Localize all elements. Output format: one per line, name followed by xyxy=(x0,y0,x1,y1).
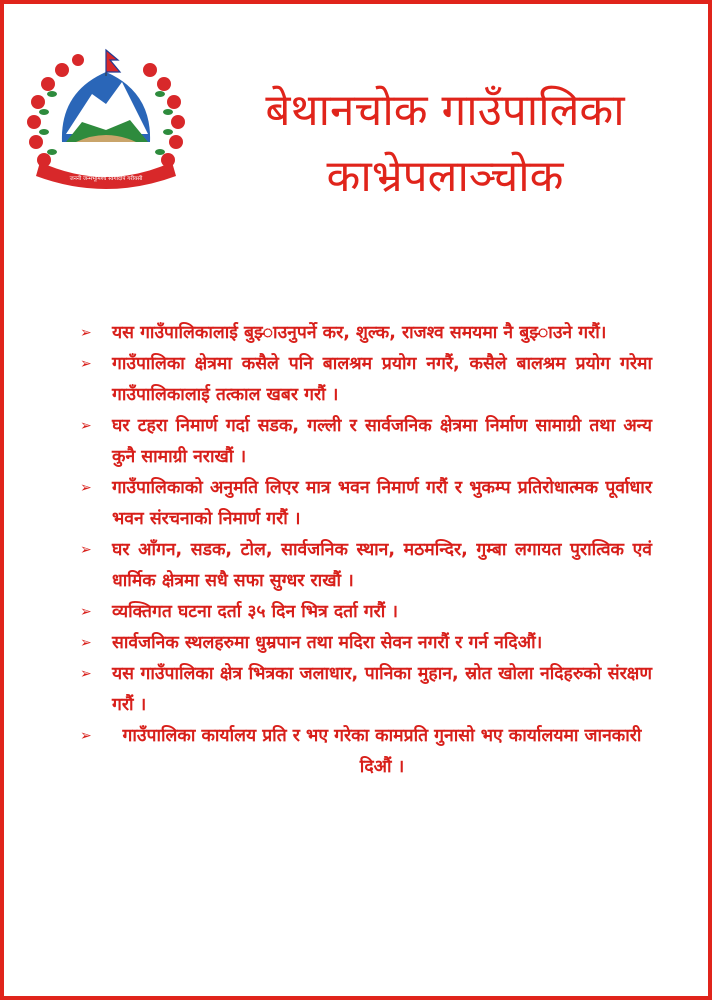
title-line-2: काभ्रेपलाञ्चोक xyxy=(326,151,564,202)
list-item xyxy=(80,721,652,783)
list-item xyxy=(80,411,652,473)
arrow-bullet-icon: ➢ xyxy=(80,480,92,496)
arrow-bullet-icon: ➢ xyxy=(80,728,92,744)
list-item xyxy=(80,473,652,535)
notice-text: व्यक्तिगत घटना दर्ता ३५ दिन भित्र दर्ता गरौं । xyxy=(112,602,399,622)
list-item xyxy=(80,318,652,349)
list-item xyxy=(80,628,652,659)
arrow-bullet-icon: ➢ xyxy=(80,604,92,620)
notice-text: सार्वजनिक स्थलहरुमा धुम्रपान तथा मदिरा सेवन नगरौं र गर्न नदिऔं। xyxy=(112,633,543,653)
notice-text: यस गाउँपालिकालाई बुझ्‍ाउनुपर्ने कर, शुल्क, राजश्व समयमा नै बुझ्‍ाउने गरौं। xyxy=(112,323,607,343)
notice-text: घर आँगन, सडक, टोल, सार्वजनिक स्थान, मठमन्दिर, गुम्बा लगायत पुरात्विक एवं धार्मिक क्षेत्रमा सधै सफा सुग्धर राखौं । xyxy=(112,540,652,591)
arrow-bullet-icon: ➢ xyxy=(80,418,92,434)
notice-text: गाउँपालिकाको अनुमति लिएर मात्र भवन निमार्ण गरौं र भुकम्प प्रतिरोधात्मक पूर्वाधार भवन संरचनाको निमार्ण गरौं । xyxy=(112,478,652,529)
list-item xyxy=(80,349,652,411)
notice-text: घर टहरा निमार्ण गर्दा सडक, गल्ली र सार्वजनिक क्षेत्रमा निर्माण सामाग्री तथा अन्य कुनै सामाग्री नराखौं । xyxy=(112,416,652,467)
notice-text: गाउँपालिका कार्यालय प्रति र भए गरेका कामप्रति गुनासो भए कार्यालयमा जानकारी दिऔं । xyxy=(122,726,642,777)
title-line-1: बेथानचोक गाउँपालिका xyxy=(265,85,625,136)
notice-text: यस गाउँपालिका क्षेत्र भित्रका जलाधार, पानिका मुहान, स्रोत खोला नदिहरुको संरक्षण गरौं । xyxy=(112,664,652,715)
list-item xyxy=(80,659,652,721)
page-title xyxy=(195,78,695,210)
list-item xyxy=(80,535,652,597)
arrow-bullet-icon: ➢ xyxy=(80,666,92,682)
list-item xyxy=(80,597,652,628)
arrow-bullet-icon: ➢ xyxy=(80,542,92,558)
arrow-bullet-icon: ➢ xyxy=(80,356,92,372)
arrow-bullet-icon: ➢ xyxy=(80,325,92,341)
nepal-emblem-icon xyxy=(22,42,190,190)
arrow-bullet-icon: ➢ xyxy=(80,635,92,651)
emblem-motto: जननी जन्मभूमिश्च स्वर्गादपि गरीयसी xyxy=(69,176,143,182)
notice-list xyxy=(80,318,652,783)
notice-text: गाउँपालिका क्षेत्रमा कसैले पनि बालश्रम प्रयोग नगरैं, कसैले बालश्रम प्रयोग गरेमा गाउँपालिकालाई तत्काल खबर गरौं । xyxy=(112,354,652,405)
